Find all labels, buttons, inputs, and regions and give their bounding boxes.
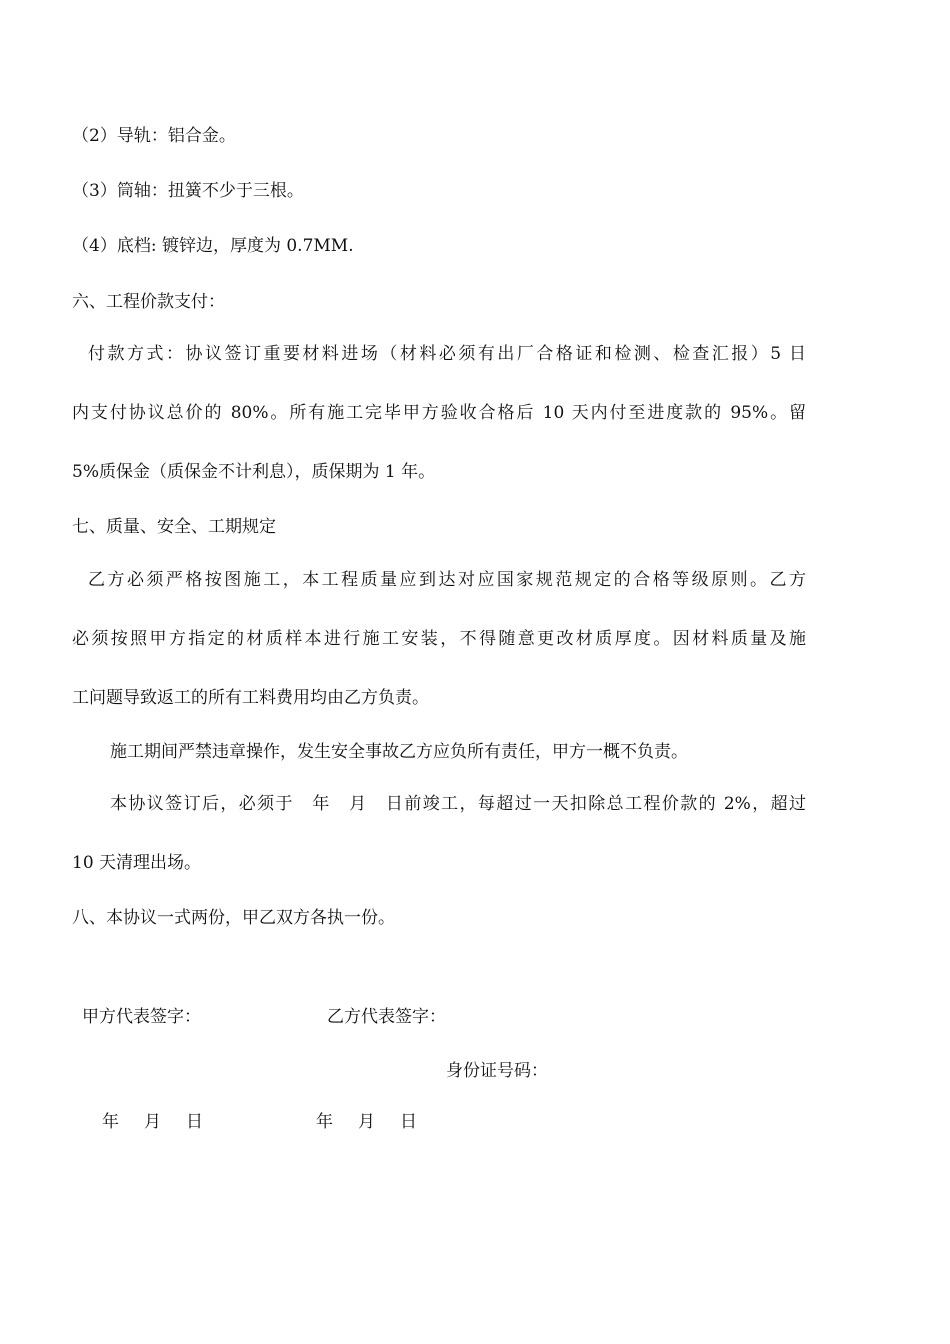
spec-guide-rail: （2）导轨：铝合金。 — [72, 126, 236, 146]
quality-paragraph-line-2: 必须按照甲方指定的材质样本进行施工安装，不得随意更改材质厚度。因材料质量及施 — [72, 629, 806, 649]
section-heading-quality: 七、质量、安全、工期规定 — [72, 517, 276, 537]
payment-paragraph-line-2: 内支付协议总价的 80%。所有施工完毕甲方验收合格后 10 天内付至进度款的 95%。留 — [72, 403, 806, 423]
id-number-label: 身份证号码： — [446, 1061, 548, 1081]
payment-paragraph-line-3: 5%质保金（质保金不计利息），质保期为 1 年。 — [72, 462, 436, 482]
section-heading-copies: 八、本协议一式两份，甲乙双方各执一份。 — [72, 908, 395, 928]
safety-paragraph: 施工期间严禁违章操作，发生安全事故乙方应负所有责任，甲方一概不负责。 — [110, 742, 688, 762]
spec-bottom-bar: （4）底档: 镀锌边，厚度为 0.7MM. — [72, 236, 354, 256]
party-b-date: 年 月 日 — [316, 1112, 421, 1132]
party-b-signature-label: 乙方代表签字： — [327, 1007, 446, 1027]
payment-paragraph-line-1: 付款方式：协议签订重要材料进场（材料必须有出厂合格证和检测、检查汇报）5 日 — [88, 344, 806, 364]
section-heading-payment: 六、工程价款支付： — [72, 292, 225, 312]
quality-paragraph-line-1: 乙方必须严格按图施工，本工程质量应到达对应国家规范规定的合格等级原则。乙方 — [88, 570, 806, 590]
quality-paragraph-line-3: 工问题导致返工的所有工料费用均由乙方负责。 — [72, 688, 429, 708]
party-a-signature-label: 甲方代表签字： — [82, 1007, 201, 1027]
party-a-date: 年 月 日 — [102, 1112, 207, 1132]
spec-drum-shaft: （3）筒轴：扭簧不少于三根。 — [72, 181, 304, 201]
deadline-paragraph-line-1: 本协议签订后，必须于 年 月 日前竣工，每超过一天扣除总工程价款的 2%，超过 — [110, 794, 806, 814]
deadline-paragraph-line-2: 10 天清理出场。 — [72, 853, 202, 873]
